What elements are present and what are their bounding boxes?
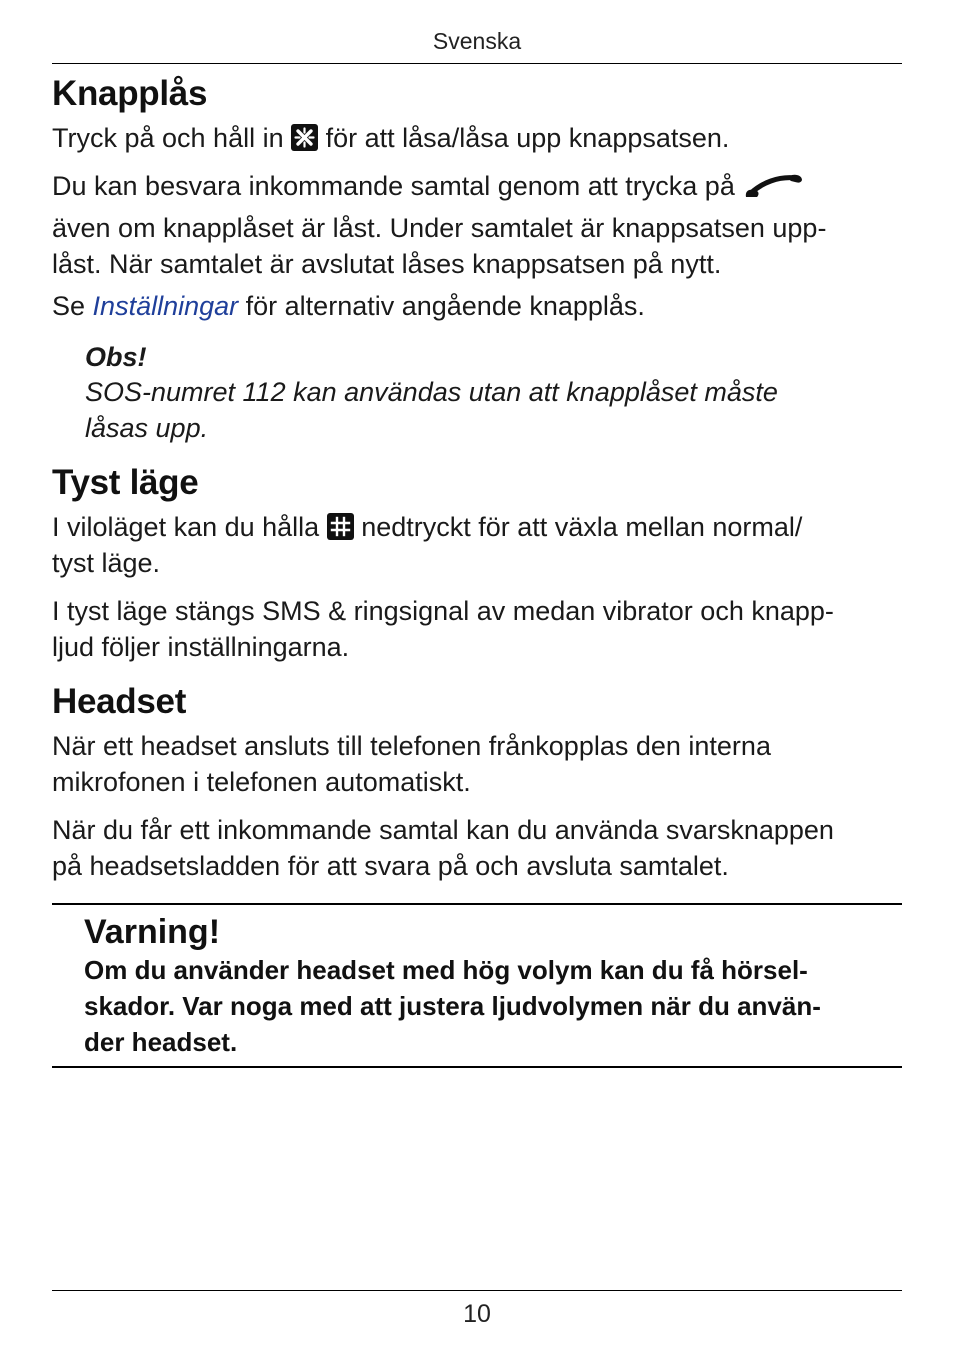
section-silent [52, 463, 902, 503]
section-title-headset: Headset [52, 682, 187, 721]
page-header-language: Svenska [432, 28, 522, 54]
warning-line-2: skador. Var noga med att justera ljudvolymen när du använ- [84, 991, 821, 1021]
keylock-p2-line-2: även om knapplåset är låst. Under samtalet är knappsatsen upp- [52, 213, 827, 243]
warning-title: Varning! [84, 913, 221, 951]
headset-paragraph-2 [52, 812, 902, 884]
keylock-paragraph-3 [52, 288, 902, 324]
section-headset [52, 682, 902, 722]
warning-line-1: Om du använder headset med hög volym kan du få hörsel- [84, 955, 808, 985]
page-number: 10 [463, 1300, 491, 1328]
keylock-paragraph-2 [52, 168, 902, 282]
keylock-p3-text-after: för alternativ angående knapplås. [245, 291, 645, 321]
section-title-silent: Tyst läge [52, 463, 199, 502]
header-divider [52, 63, 902, 64]
warning-bottom-divider [52, 1066, 902, 1068]
keylock-p2-line-3: låst. När samtalet är avslutat låses knappsatsen på nytt. [52, 249, 722, 279]
keylock-p3-text-before: Se [52, 291, 86, 321]
keylock-note [85, 340, 885, 446]
keylock-paragraph-1 [52, 120, 902, 156]
headset-p2-line-1: När du får ett inkommande samtal kan du använda svarsknappen [52, 815, 834, 845]
note-line-2: låsas upp. [85, 413, 209, 443]
headset-p1-line-2: mikrofonen i telefonen automatiskt. [52, 767, 471, 797]
keylock-p2-line-1: Du kan besvara inkommande samtal genom att trycka på [52, 171, 735, 201]
headset-p2-line-2: på headsetsladden för att svara på och avsluta samtalet. [52, 851, 729, 881]
keylock-p1-text-before: Tryck på och håll in [52, 123, 284, 153]
warning-box [84, 912, 884, 1060]
warning-top-divider [52, 903, 902, 905]
footer-divider [52, 1290, 902, 1291]
star-key-icon [291, 124, 318, 151]
settings-link[interactable]: Inställningar [92, 291, 239, 321]
note-line-1: SOS-numret 112 kan användas utan att knapplåset måste [85, 377, 778, 407]
section-keylock [52, 74, 902, 114]
silent-p2-line-2: ljud följer inställningarna. [52, 632, 350, 662]
section-title-keylock: Knapplås [52, 74, 208, 113]
silent-p1-line-2: tyst läge. [52, 548, 161, 578]
keylock-p1-text-after: för att låsa/låsa upp knappsatsen. [325, 123, 730, 153]
silent-paragraph-2 [52, 593, 902, 665]
headset-paragraph-1 [52, 728, 902, 800]
call-handset-icon [742, 171, 806, 210]
silent-p1-text-before: I viloläget kan du hålla [52, 512, 320, 542]
silent-p2-line-1: I tyst läge stängs SMS & ringsignal av medan vibrator och knapp- [52, 596, 834, 626]
hash-key-icon [327, 513, 354, 540]
warning-line-3: der headset. [84, 1027, 238, 1057]
note-title: Obs! [85, 342, 147, 372]
headset-p1-line-1: När ett headset ansluts till telefonen frånkopplas den interna [52, 731, 771, 761]
silent-paragraph-1 [52, 509, 902, 581]
silent-p1-text-after: nedtryckt för att växla mellan normal/ [361, 512, 803, 542]
